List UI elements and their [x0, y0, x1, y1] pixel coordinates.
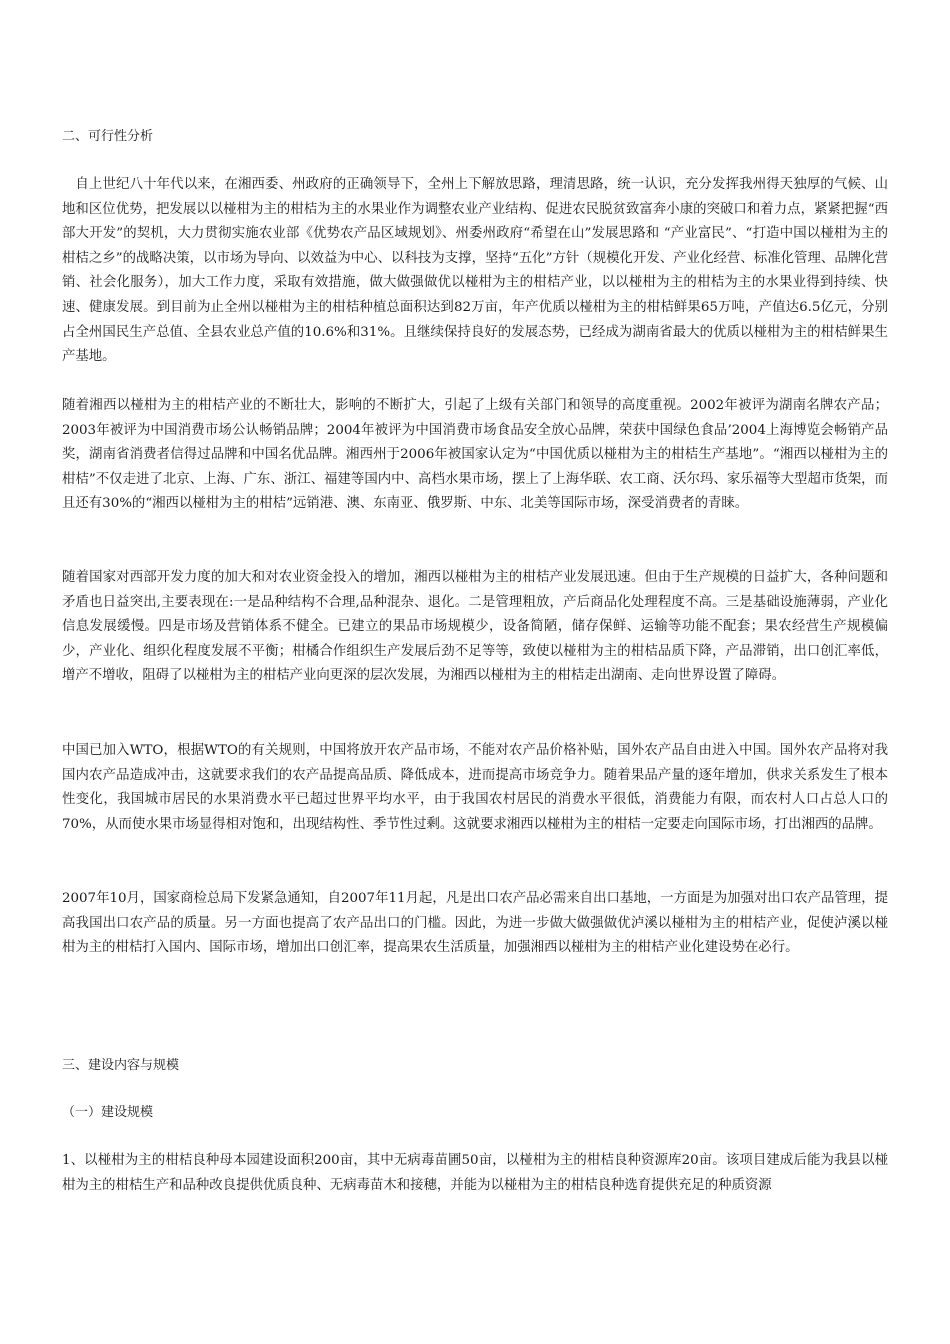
paragraph-nursery-scale: 1、以椪柑为主的柑桔良种母本园建设面积200亩，其中无病毒苗圃50亩，以椪柑为主的柑桔良种资源库20亩。该项目建成后能为我县以椪柑为主的柑桔生产和品种改良提供优质良种、无病毒苗木和接穗，并能为以椪柑为主的柑桔良种选育提供充足的种质资源 — [62, 1153, 888, 1193]
paragraph-existing-problems: 随着国家对西部开发力度的加大和对农业资金投入的增加，湘西以椪柑为主的柑桔产业发展迅速。但由于生产规模的日益扩大，各种问题和矛盾也日益突出,主要表现在:一是品种结构不合理,品种混杂、退化。二是管理粗放，产后商品化处理程度不高。三是基础设施薄弱，产业化信息发展缓慢。四是市场及营销体系不健全。已建立的果品市场规模少，设备简陋，储存保鲜、运输等功能不配套；果农经营生产规模偏少，产业化、组织化程度发展不平衡；柑橘合作组织生产发展后劲不足等等，致使以椪柑为主的柑桔品质下降，产品滞销，出口创汇率低，增产不增收，阻碍了以椪柑为主的柑桔产业向更深的层次发展，为湘西以椪柑为主的柑桔走出湖南、走向世界设置了障碍。 — [62, 570, 888, 684]
subsection-heading-scale: （一）建设规模 — [62, 1105, 154, 1120]
paragraph-brand-honors: 随着湘西以椪柑为主的柑桔产业的不断壮大，影响的不断扩大，引起了上级有关部门和领导的高度重视。2002年被评为湖南名牌农产品；2003年被评为中国消费市场公认畅销品牌；2004年被评为中国消费市场食品安全放心品牌，荣获中国绿色食品’2004上海博览会畅销产品奖，湖南省消费者信得过品牌和中国名优品牌。湘西州于2006年被国家认定为“中国优质以椪柑为主的柑桔生产基地”。“湘西以椪柑为主的柑桔”不仅走进了北京、上海、广东、浙江、福建等国内中、高档水果市场，摆上了上海华联、农工商、沃尔玛、家乐福等大型超市货架，而且还有30%的“湘西以椪柑为主的柑桔”远销港、澳、东南亚、俄罗斯、中东、北美等国际市场，深受消费者的青睐。 — [62, 398, 888, 512]
paragraph-export-notice: 2007年10月，国家商检总局下发紧急通知，自2007年11月起，凡是出口农产品必需来自出口基地，一方面是为加强对出口农产品管理，提高我国出口农产品的质量。另一方面也提高了农产品出口的门槛。因此，为进一步做大做强做优泸溪以椪柑为主的柑桔产业，促使泸溪以椪柑为主的柑桔打入国内、国际市场，增加出口创汇率，提高果农生活质量，加强湘西以椪柑为主的柑桔产业化建设势在必行。 — [62, 891, 888, 956]
paragraph-wto-impact: 中国已加入WTO，根据WTO的有关规则，中国将放开农产品市场，不能对农产品价格补贴，国外农产品自由进入中国。国外农产品将对我国内农产品造成冲击，这就要求我们的农产品提高品质、降低成本，进而提高市场竞争力。随着果品产量的逐年增加，供求关系发生了根本性变化，我国城市居民的水果消费水平已超过世界平均水平，由于我国农村居民的消费水平很低，消费能力有限，而农村人口占总人口的70%，从而使水果市场显得相对饱和，出现结构性、季节性过剩。这就要求湘西以椪柑为主的柑桔一定要走向国际市场，打出湘西的品牌。 — [62, 743, 888, 832]
paragraph-development-history: 自上世纪八十年代以来，在湘西委、州政府的正确领导下，全州上下解放思路，理清思路，统一认识，充分发挥我州得天独厚的气候、山地和区位优势，把发展以以椪柑为主的柑桔为主的水果业作为调整农业产业结构、促进农民脱贫致富奔小康的突破口和着力点，紧紧把握“西部大开发”的契机，大力贯彻实施农业部《优势农产品区域规划》、州委州政府“希望在山”发展思路和 “产业富民”、“打造中国以椪柑为主的柑桔之乡”的战略决策，以市场为导向、以效益为中心、以科技为支撑，坚持“五化”方针（规模化开发、产业化经营、标准化管理、品牌化营销、社会化服务），加大工作力度，采取有效措施，做大做强做优以椪柑为主的柑桔产业，以以椪柑为主的柑桔为主的水果业得到持续、快速、健康发展。到目前为止全州以椪柑为主的柑桔种植总面积达到82万亩，年产优质以椪柑为主的柑桔鲜果65万吨，产值达6.5亿元，分别占全州国民生产总值、全县农业总产值的10.6%和31%。且继续保持良好的发展态势，已经成为湖南省最大的优质以椪柑为主的柑桔鲜果生产基地。 — [62, 177, 888, 365]
section-heading-construction: 三、建设内容与规模 — [62, 1058, 180, 1073]
section-heading-feasibility: 二、可行性分析 — [62, 129, 154, 144]
